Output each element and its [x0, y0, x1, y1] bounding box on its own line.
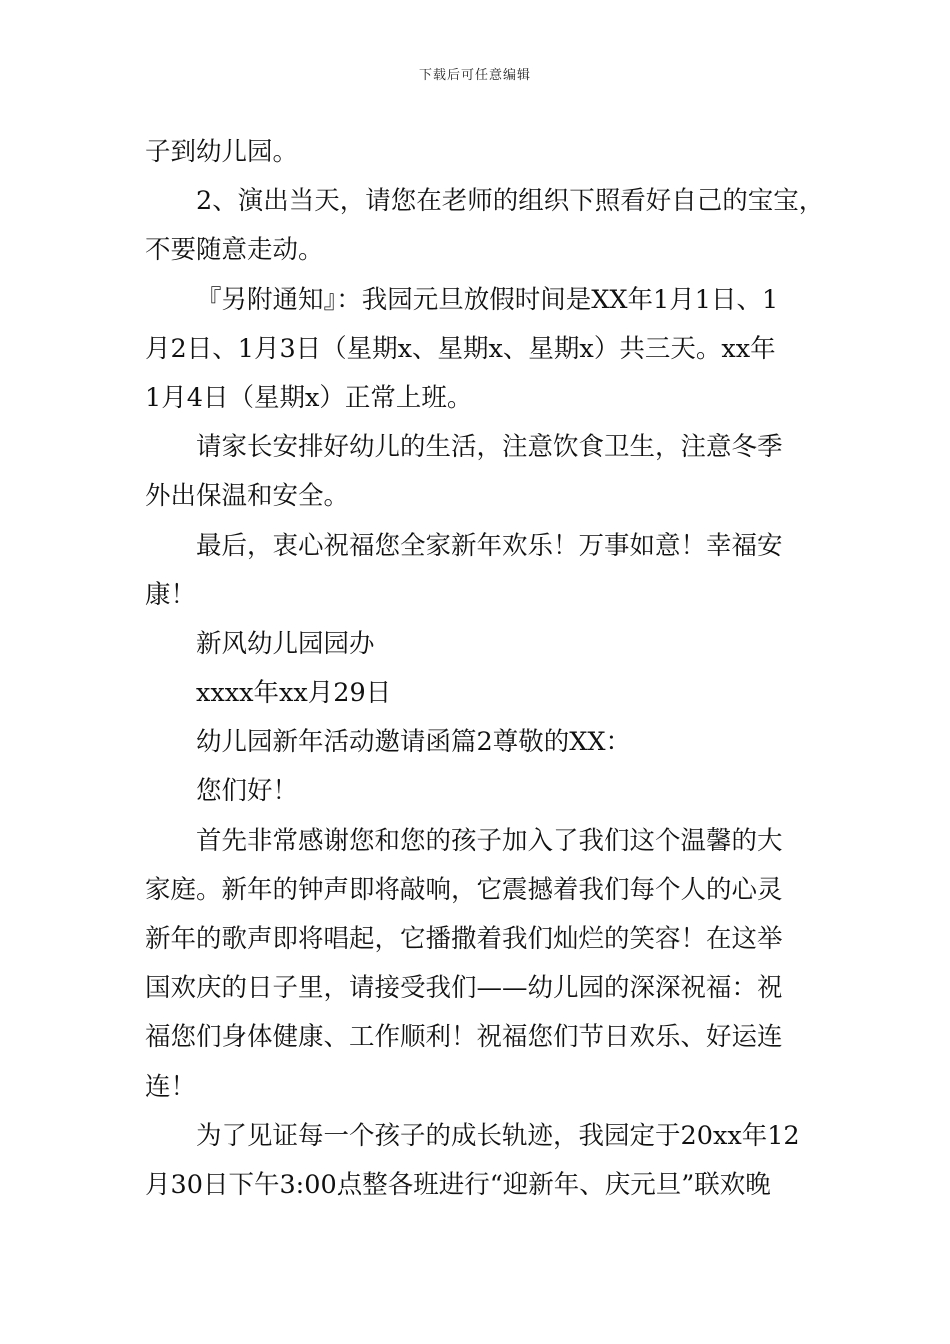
text-line: 外出保温和安全。	[145, 481, 350, 512]
document-body	[145, 128, 825, 1210]
text-line: 为了见证每一个孩子的成长轨迹，我园定于20xx年12	[196, 1120, 800, 1151]
text-line: 您们好！	[196, 776, 299, 807]
text-line: 国欢庆的日子里，请接受我们——幼儿园的深深祝福：祝	[145, 973, 783, 1004]
text-line: 不要随意走动。	[145, 235, 324, 266]
page-header: 下载后可任意编辑	[418, 68, 531, 83]
text-line: 新风幼儿园园办	[196, 628, 375, 659]
text-line: 请家长安排好幼儿的生活，注意饮食卫生，注意冬季	[196, 432, 783, 463]
text-line: xxxx年xx月29日	[196, 678, 392, 709]
text-line: 最后，衷心祝福您全家新年欢乐！万事如意！幸福安	[196, 530, 783, 561]
text-line: 新年的歌声即将唱起，它播撒着我们灿烂的笑容！在这举	[145, 924, 783, 954]
text-line: 连！	[145, 1071, 197, 1102]
text-line: 月30日下午3:00点整各班进行“迎新年、庆元旦”联欢晚	[145, 1169, 771, 1200]
text-line: 2、演出当天，请您在老师的组织下照看好自己的宝宝，	[196, 186, 825, 217]
text-line: 月2日、1月3日（星期x、星期x、星期x）共三天。xx年	[145, 333, 776, 364]
text-line: 幼儿园新年活动邀请函篇2尊敬的XX：	[196, 727, 632, 758]
text-line: 1月4日（星期x）正常上班。	[145, 382, 473, 413]
text-line: 康！	[145, 579, 197, 610]
text-line: 子到幼儿园。	[145, 137, 299, 167]
text-line: 家庭。新年的钟声即将敲响，它震撼着我们每个人的心灵	[145, 874, 783, 905]
text-line: 『另附通知』：我园元旦放假时间是XX年1月1日、1	[196, 284, 779, 315]
text-line: 首先非常感谢您和您的孩子加入了我们这个温馨的大	[196, 825, 783, 856]
text-line: 福您们身体健康、工作顺利！祝福您们节日欢乐、好运连	[145, 1022, 783, 1053]
